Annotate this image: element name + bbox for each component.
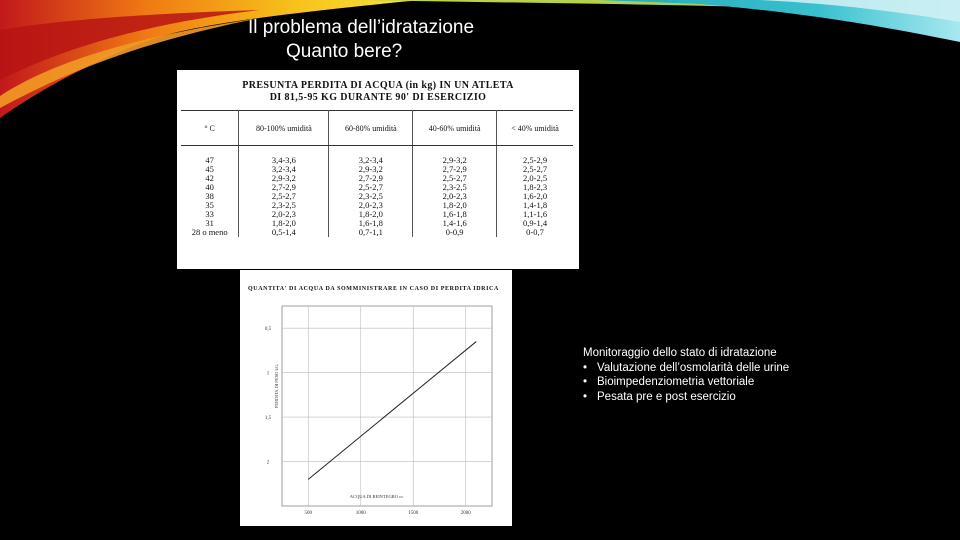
table-cell: 3,2-3,4 [239,165,329,174]
table-cell: 1,8-2,0 [413,201,497,210]
notes-item: • Pesata pre e post esercizio [583,390,789,405]
slide-title-line2: Quanto bere? [286,41,403,62]
chart-heading: QUANTITA' DI ACQUA DA SOMMINISTRARE IN CASO DI PERDITA IDRICA [248,286,499,292]
table-cell: 0-0,7 [526,227,544,237]
table-heading-line1: PRESUNTA PERDITA DI ACQUA (in kg) IN UN ATLETA [242,80,514,91]
table-cell: 2,0-2,5 [522,173,548,183]
table-cell: 2,5-2,7 [413,174,497,183]
table-cell: 2,3-2,5 [239,201,329,210]
table-cell: 2,7-2,9 [413,165,497,174]
chart-x-tick-label: 1000 [355,511,366,516]
chart-y-axis-label: PERDITA DI PESO kG. [274,363,279,409]
table-column-header: 60-80% umidità [329,111,413,146]
table-cell: 33 [181,210,239,219]
table-cell: 31 [181,219,239,228]
table-cell: 1,4-1,6 [413,219,497,228]
table-cell: 2,5-2,7 [329,183,413,192]
rehydration-chart [240,270,512,526]
table-cell: 47 [181,156,239,165]
table-cell: 45 [181,165,239,174]
table-cell: 2,7-2,9 [329,174,413,183]
notes-heading: Monitoraggio dello stato di idratazione [583,347,777,359]
table-cell: 40 [181,183,239,192]
slide-title-line1: Il problema dell’idratazione [248,17,475,38]
table-cell: 1,1-1,6 [522,209,548,219]
table-cell: 1,4-1,8 [522,200,548,210]
table-cell: 2,9-3,2 [413,156,497,165]
table-cell: 1,6-2,0 [522,191,548,201]
table-heading-line2: DI 81,5-95 KG DURANTE 90' DI ESERCIZIO [269,92,487,103]
table-heading [177,80,579,104]
table-cell: 1,8-2,3 [522,182,548,192]
table-cell: 3,4-3,6 [239,156,329,165]
notes-item: • Valutazione dell’osmolarità delle urine [583,361,789,376]
table-cell: 0,5-1,4 [239,228,329,237]
table-cell: 2,0-2,3 [329,201,413,210]
table-cell: 2,5-2,7 [522,164,548,174]
chart-x-tick-label: 500 [304,511,312,516]
table-cell: 2,9-3,2 [329,165,413,174]
chart-y-tick-label: 1 [266,371,270,377]
table-cell: 42 [181,174,239,183]
notes-list [583,361,789,405]
hydration-monitoring-notes [583,346,789,404]
table-body [181,146,573,238]
table-cell: 2,5-2,9 [522,155,548,165]
chart-series-line [308,342,476,480]
table-column-header: ° C [181,111,239,146]
table-cell: 0,9-1,4 [522,218,548,228]
table-cell: 0-0,9 [413,228,497,237]
table-cell: 1,6-1,8 [413,210,497,219]
table-cell: 1,6-1,8 [329,219,413,228]
table-cell: 2,0-2,3 [413,192,497,201]
notes-item: • Bioimpedenziometria vettoriale [583,375,789,390]
water-loss-table-image [177,70,579,269]
table-header-row [181,111,573,146]
water-loss-table [181,110,573,237]
table-cell: 2,9-3,2 [239,174,329,183]
table-cell: 1,8-2,0 [329,210,413,219]
rehydration-chart-image [240,270,512,526]
table-cell: 1,8-2,0 [239,219,329,228]
table-cell: 2,5-2,7 [239,192,329,201]
table-cell: 35 [181,201,239,210]
chart-x-tick-label: 2000 [460,511,471,516]
table-cell: 38 [181,192,239,201]
chart-x-tick-label: 1500 [408,511,419,516]
chart-y-tick-label: 1,5 [264,416,272,422]
chart-plot-frame [282,306,492,506]
table-cell: 2,0-2,3 [239,210,329,219]
table-cell: 3,2-3,4 [329,156,413,165]
chart-y-tick-label: 0,5 [264,327,272,333]
chart-x-axis-label: ACQUA DI REINTEGRO cc. [349,494,405,499]
table-cell: 2,3-2,5 [329,192,413,201]
table-row [181,228,573,237]
table-column-header: 40-60% umidità [413,111,497,146]
table-column-header: < 40% umidità [497,111,573,146]
table-cell: 2,7-2,9 [239,183,329,192]
slide-title [248,16,474,64]
table-cell: 0,7-1,1 [329,228,413,237]
chart-y-tick-label: 2 [266,460,270,466]
table-cell: 2,3-2,5 [413,183,497,192]
table-cell: 28 o meno [181,228,239,237]
table-column-header: 80-100% umidità [239,111,329,146]
